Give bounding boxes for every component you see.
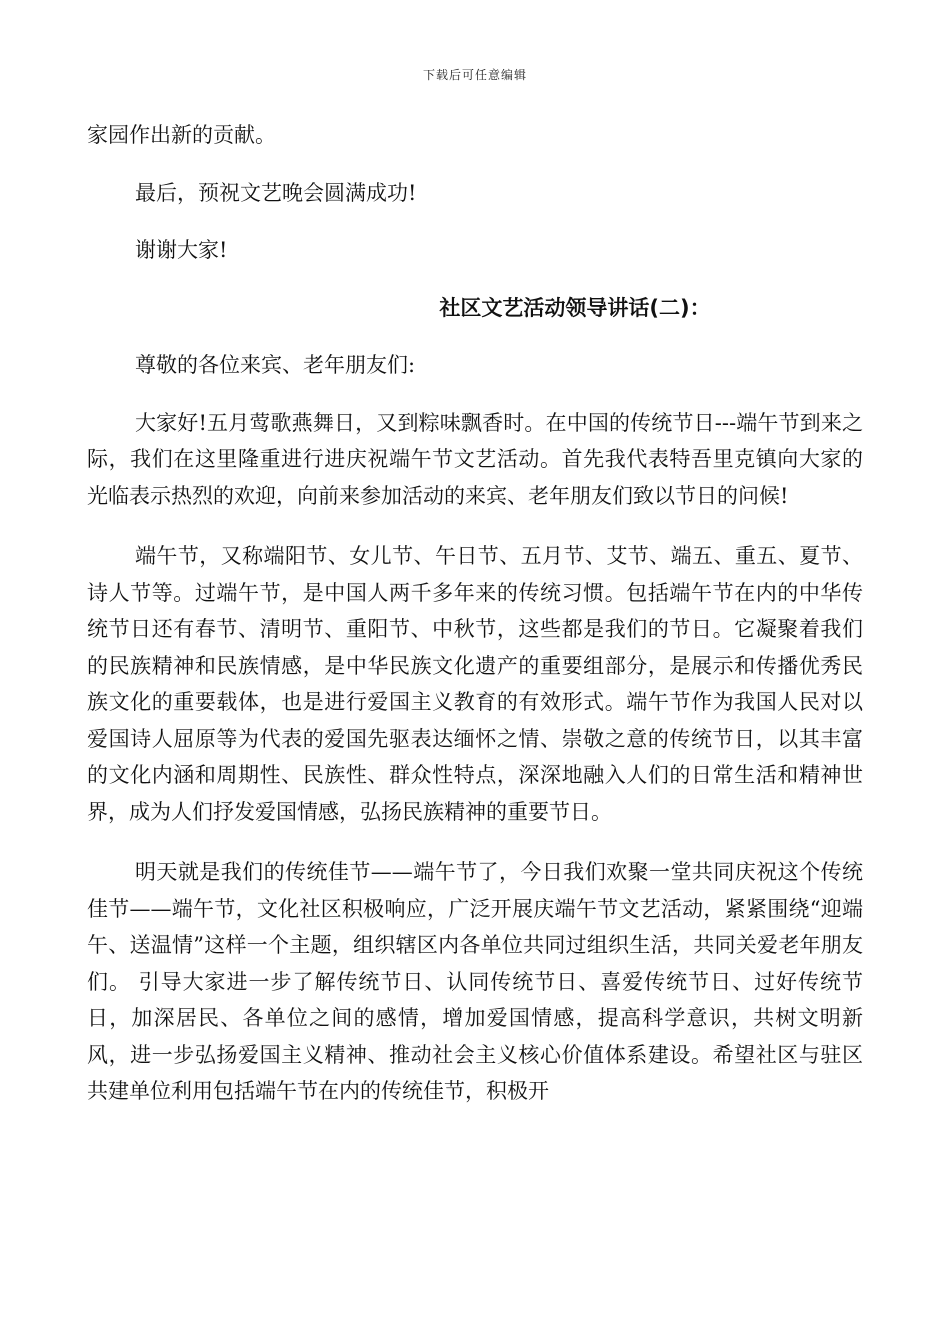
section-title: 社区文艺活动领导讲话(二)： [439,295,711,320]
header-note: 下载后可任意编辑 [422,68,527,82]
salutation: 尊敬的各位来宾、老年朋友们: [135,353,416,377]
paragraph-2: 端午节，又称端阳节、女儿节、午日节、五月节、艾节、端五、重五、夏节、诗人节等。过端午节，是中国人两千多年来的传统习惯。包括端午节在内的中华传统节日还有春节、清明节、重阳节、中秋节，这些都是我们的节日。它凝聚着我们的民族精神和民族情感，是中华民族文化遗产的重要组部分，是展示和传播优秀民族文化的重要载体，也是进行爱国主义教育的有效形式。端午节作为我国人民对以爱国诗人屈原等为代表的爱国先驱表达缅怀之情、崇敬之意的传统节日，以其丰富的文化内涵和周期性、民族性、群众性特点，深深地融入人们的日常生活和精神世界，成为人们抒发爱国情感，弘扬民族精神的重要节日。 [87,544,863,824]
paragraph-3: 明天就是我们的传统佳节——端午节了，今日我们欢聚一堂共同庆祝这个传统佳节——端午节，文化社区积极响应，广泛开展庆端午节文艺活动，紧紧围绕“迎端午、送温情”这样一个主题，组织辖区内各单位共同过组织生活，共同关爱老年朋友们。 引导大家进一步了解传统节日、认同传统节日、喜爱传统节日、过好传统节日，加深居民、各单位之间的感情，增加爱国情感，提高科学意识，共树文明新风，进一步弘扬爱国主义精神、推动社会主义核心价值体系建设。希望社区与驻区共建单位利用包括端午节在内的传统佳节，积极开 [87,860,863,1103]
paragraph-thanks: 谢谢大家! [135,238,228,262]
paragraph-1: 大家好!五月莺歌燕舞日，又到粽味飘香时。在中国的传统节日---端午节到来之际，我们在这里隆重进行进庆祝端午节文艺活动。首先我代表特吾里克镇向大家的光临表示热烈的欢迎，向前来参加活动的来宾、老年朋友们致以节日的问候! [87,410,863,508]
paragraph-closing-wish: 最后，预祝文艺晚会圆满成功! [135,180,417,205]
paragraph-intro-tail: 家园作出新的贡献。 [87,123,276,147]
document-body [87,117,863,1110]
